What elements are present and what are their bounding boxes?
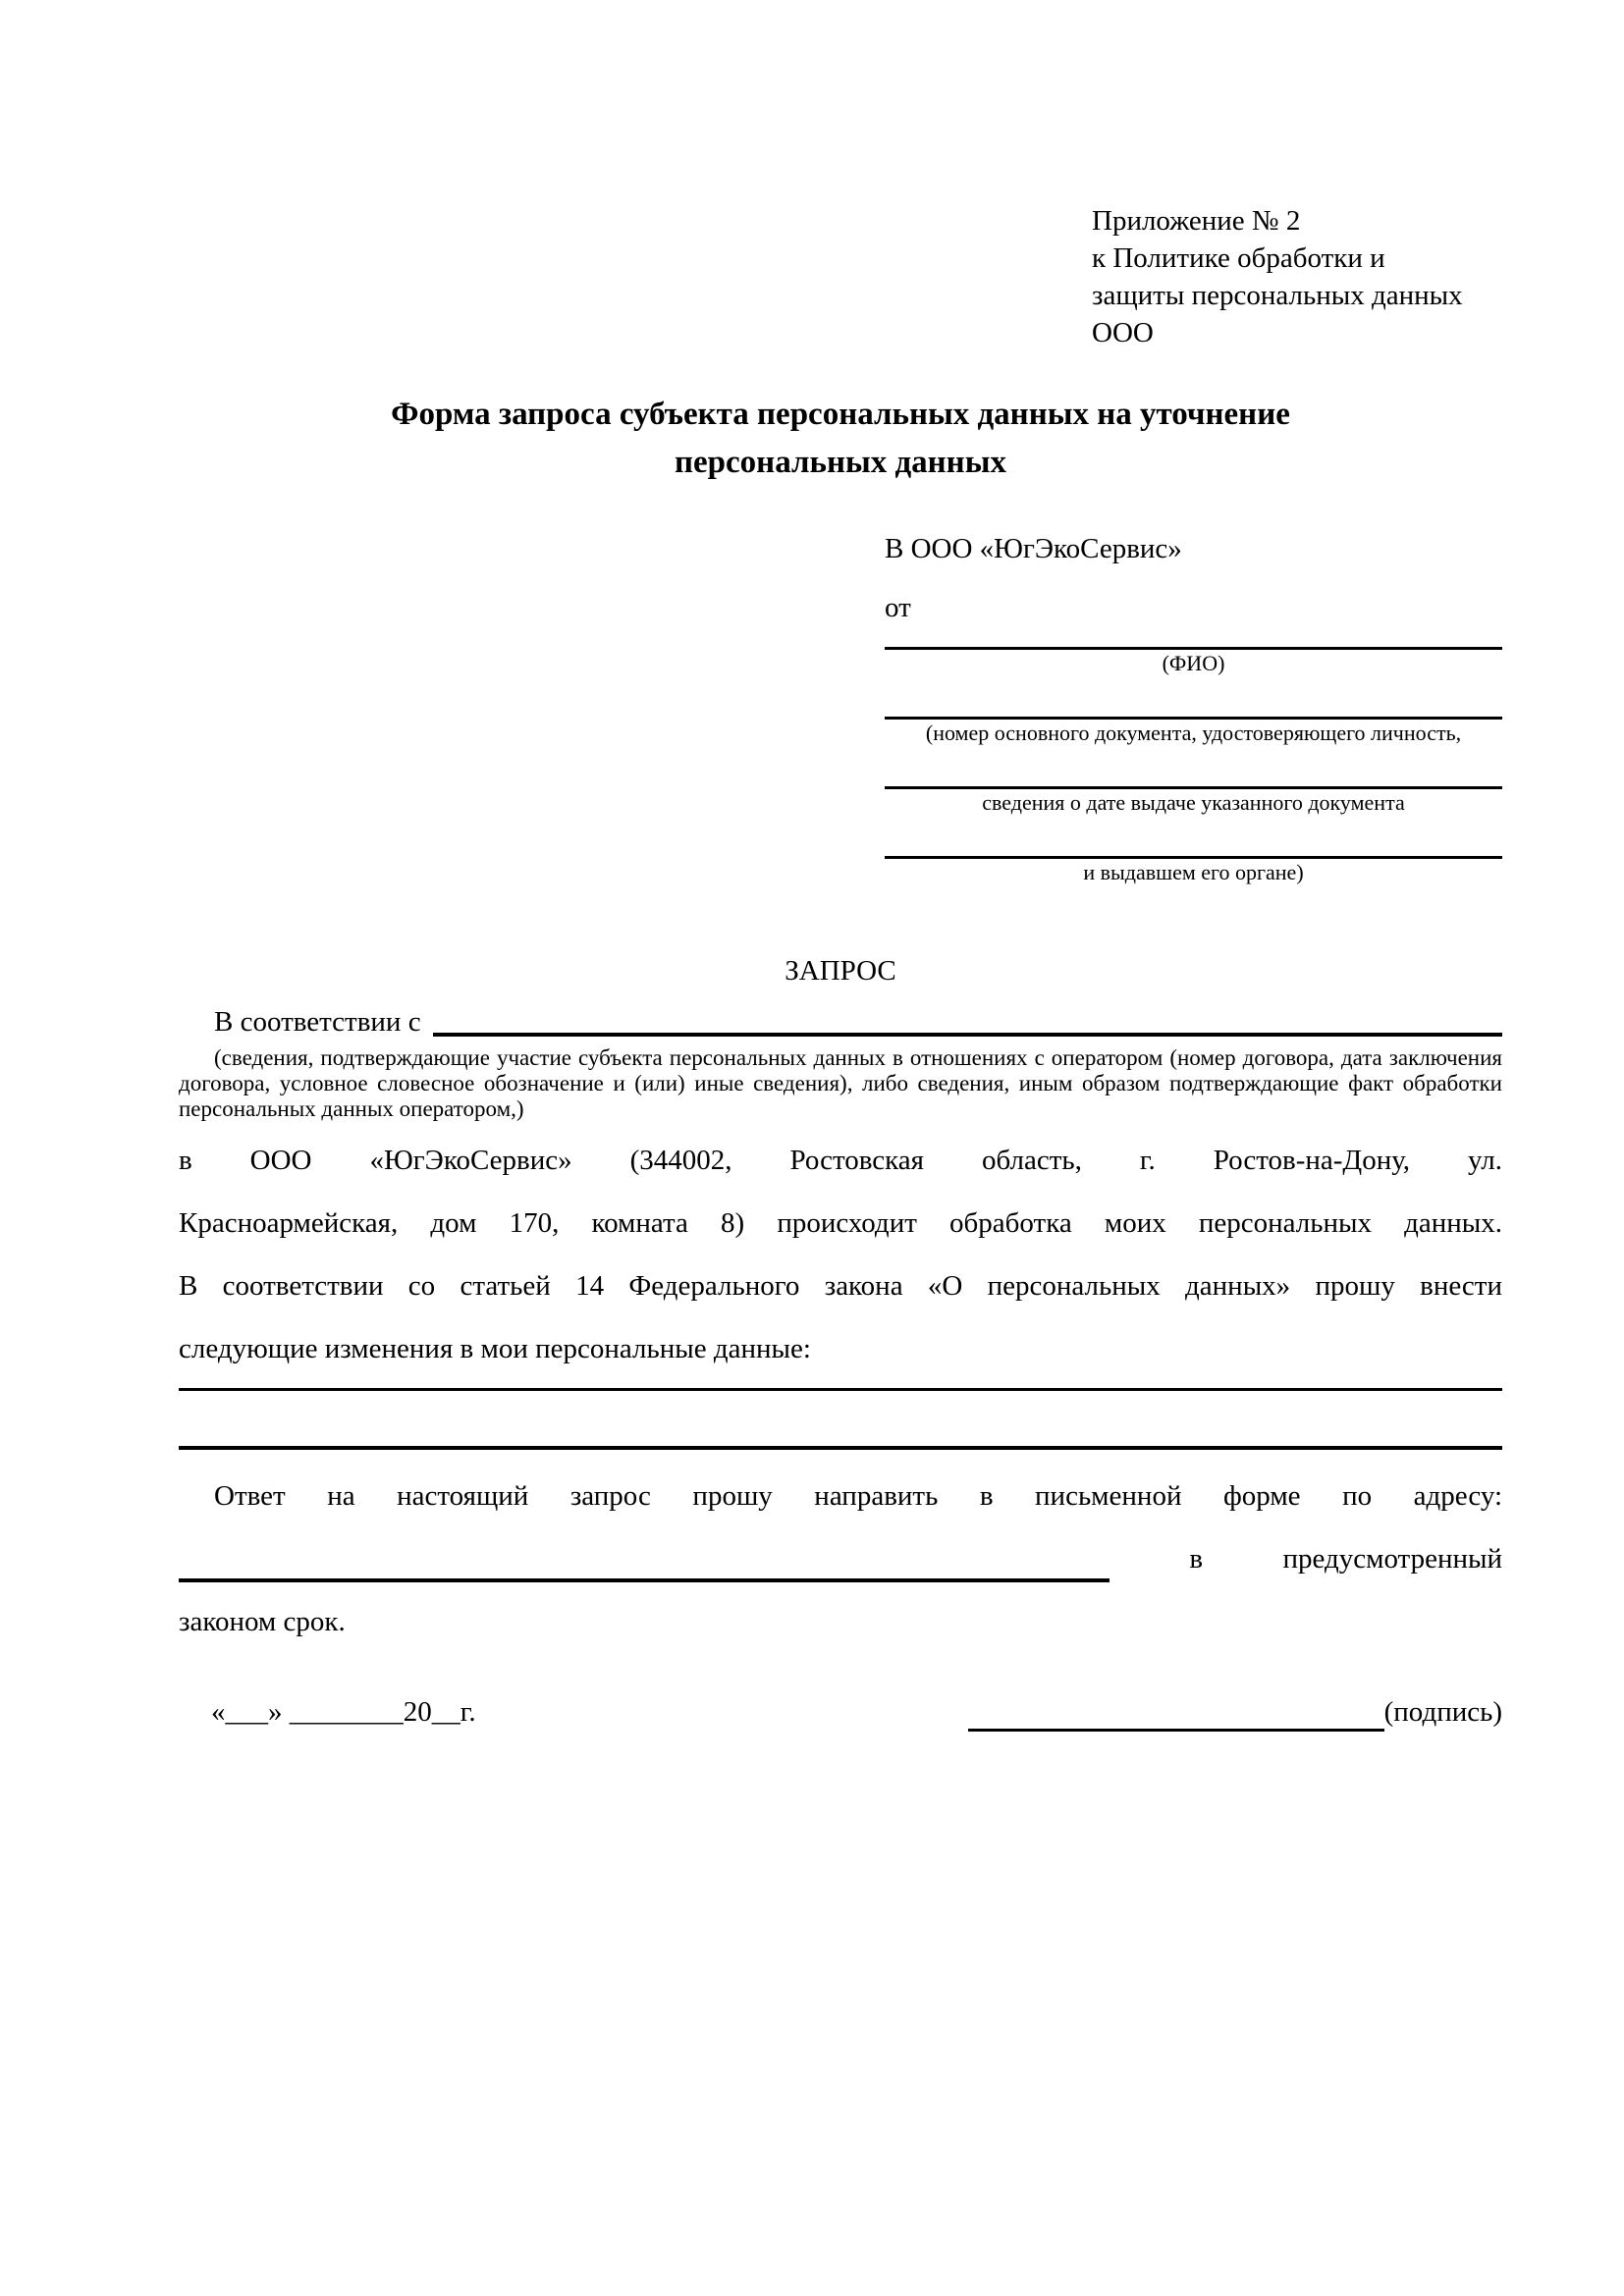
- annex-line-1: Приложение № 2: [1092, 205, 1301, 237]
- accordance-lead-text: В соответствии с: [214, 1006, 421, 1038]
- answer-block: [179, 1465, 1502, 1653]
- issuing-authority-input-line[interactable]: [885, 816, 1502, 859]
- addressee-from-label: от: [885, 592, 911, 623]
- addressee-to: В ООО «ЮгЭкоСервис»: [885, 533, 1182, 564]
- document-number-field: [885, 676, 1502, 746]
- request-body-line-1: в ООО «ЮгЭкоСервис» (344002, Ростовская область, г. Ростов-на-Дону, ул.: [179, 1145, 1502, 1176]
- request-body-line-2: Красноармейская, дом 170, комната 8) происходит обработка моих персональных данных.: [179, 1207, 1502, 1239]
- annex-line-4: ООО: [1092, 317, 1154, 348]
- answer-line-3: законом срок.: [179, 1606, 346, 1637]
- changes-input-line-1[interactable]: [179, 1388, 1502, 1391]
- document-title: [179, 391, 1502, 487]
- signature-group: [968, 1681, 1502, 1743]
- annex-line-3: защиты персональных данных: [1092, 280, 1463, 311]
- issue-date-input-line[interactable]: [885, 746, 1502, 789]
- document-number-caption: (номер основного документа, удостоверяющего личность,: [925, 721, 1462, 745]
- document-title-line-1: Форма запроса субъекта персональных данных на уточнение: [391, 397, 1290, 432]
- addressee-block: [885, 530, 1502, 885]
- request-body: [179, 1129, 1502, 1380]
- fio-input-line[interactable]: [885, 626, 1502, 650]
- answer-line-1: Ответ на настоящий запрос прошу направить в письменной форме по адресу:: [214, 1480, 1502, 1512]
- issuing-authority-field: [885, 816, 1502, 885]
- fio-caption: (ФИО): [1162, 651, 1225, 675]
- document-number-input-line[interactable]: [885, 676, 1502, 720]
- address-input-line[interactable]: [179, 1578, 1110, 1582]
- accordance-block: [179, 1003, 1502, 1122]
- issuing-authority-caption: и выдавшем его органе): [1083, 860, 1304, 884]
- annex-line-2: к Политике обработки и: [1092, 242, 1385, 274]
- annex-note: [1092, 202, 1463, 351]
- accordance-input-line[interactable]: [433, 1033, 1502, 1037]
- answer-word-predusmotrennyy: предусмотренный: [1282, 1543, 1502, 1575]
- accordance-lead-row: [179, 1003, 1502, 1041]
- request-body-line-4: следующие изменения в мои персональные данные:: [179, 1333, 811, 1364]
- issue-date-caption: сведения о дате выдаче указанного документа: [982, 790, 1405, 815]
- signature-row: [179, 1681, 1502, 1743]
- request-heading: ЗАПРОС: [785, 955, 896, 987]
- request-body-line-3: В соответствии со статьей 14 Федерального закона «О персональных данных» прошу внести: [179, 1270, 1502, 1302]
- answer-word-v: в: [1189, 1543, 1204, 1575]
- date-line[interactable]: «___» ________20__г.: [211, 1696, 476, 1728]
- signature-caption: (подпись): [1383, 1696, 1502, 1728]
- fio-field: [885, 626, 1502, 676]
- document-title-line-2: персональных данных: [675, 445, 1006, 480]
- accordance-fine-print: (сведения, подтверждающие участие субъекта персональных данных в отношениях с оператором (номер договора, дата заключения договора, условное словесное обозначение и (или) иные сведения), либо сведения, иным образом подтверждающие факт обработки персональных данных оператором,): [179, 1045, 1502, 1121]
- answer-line-2: [179, 1527, 1502, 1590]
- issue-date-field: [885, 746, 1502, 816]
- changes-input-line-2[interactable]: [179, 1446, 1502, 1450]
- signature-input-line[interactable]: [968, 1729, 1384, 1732]
